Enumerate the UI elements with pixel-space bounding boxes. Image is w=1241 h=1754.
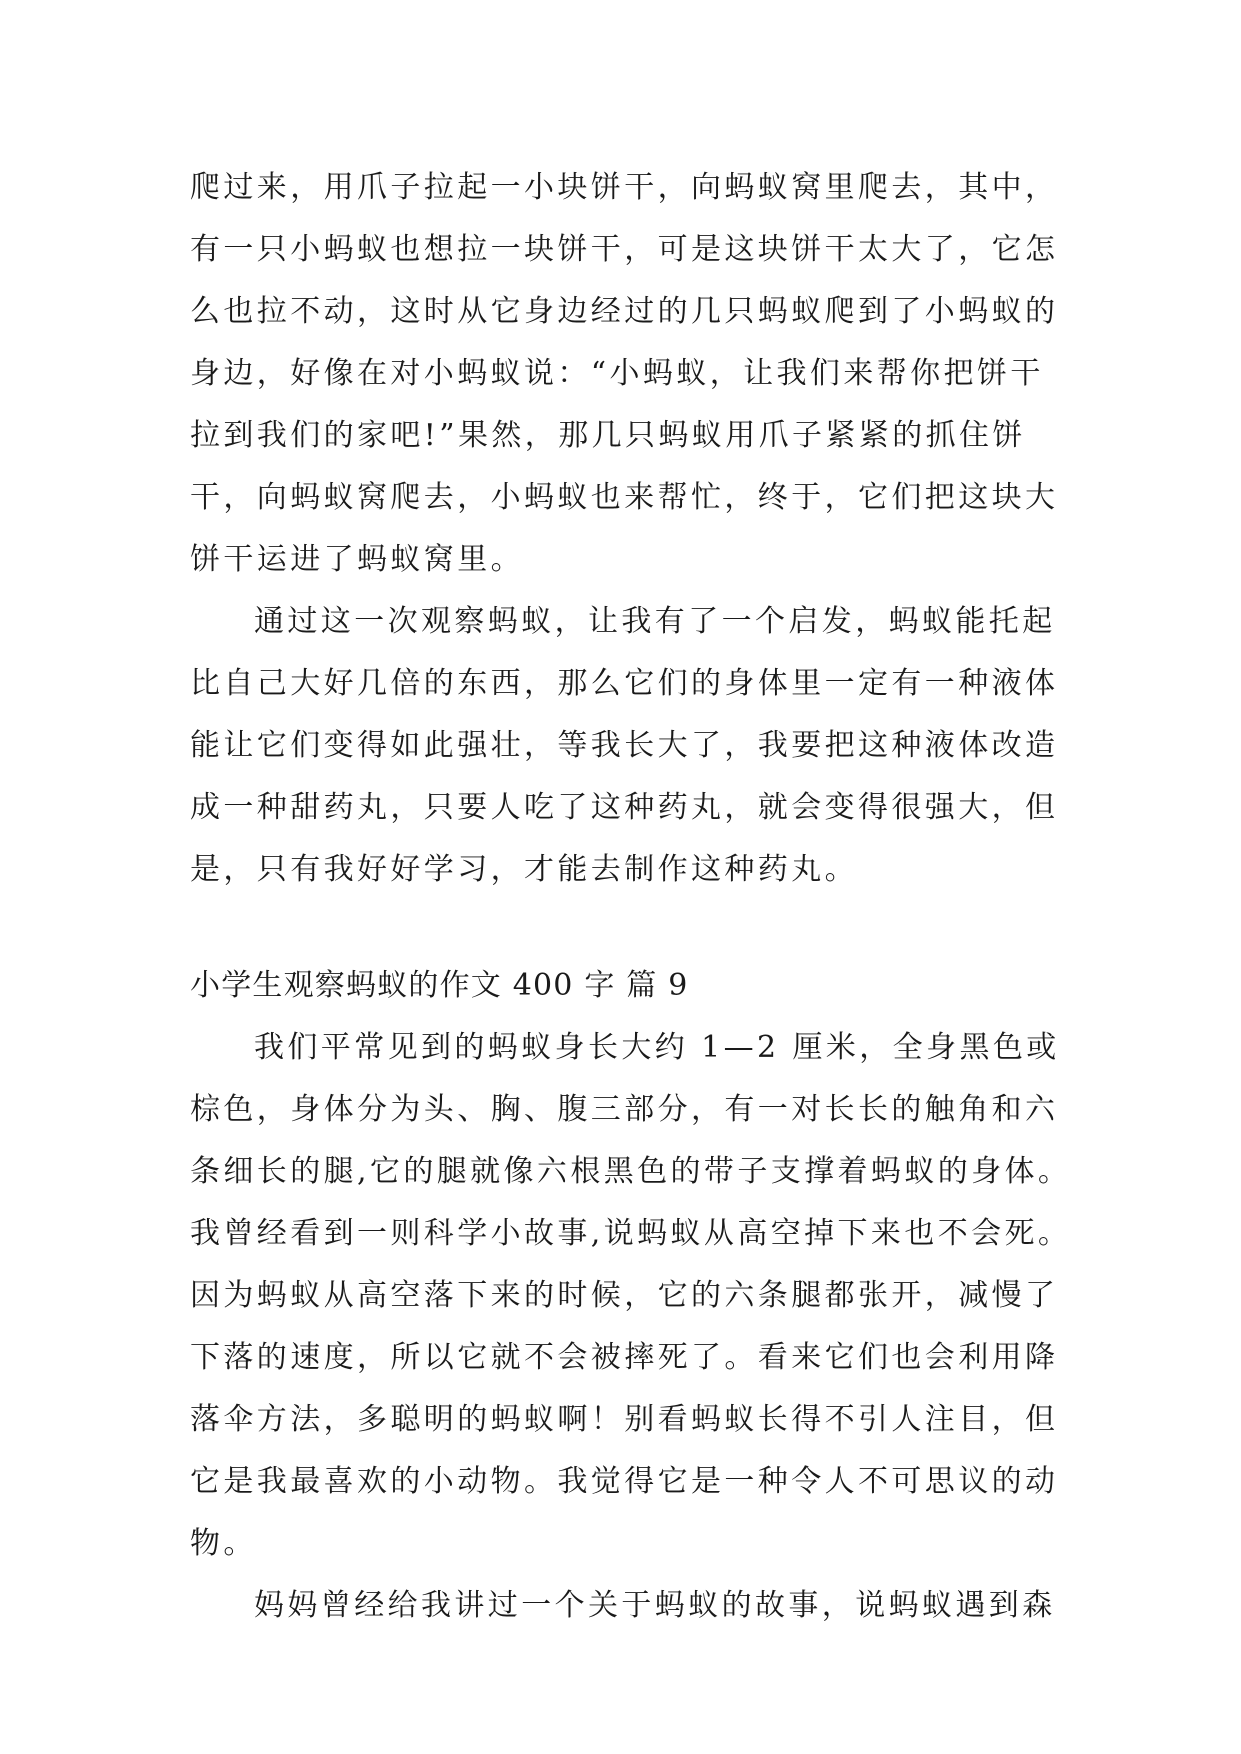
text-line: 是，只有我好好学习，才能去制作这种药丸。 [190,852,858,887]
text-line: 成一种甜药丸，只要人吃了这种药丸，就会变得很强大，但 [190,790,1059,825]
paragraph-1 [190,157,1060,591]
text-line: 比自己大好几倍的东西，那么它们的身体里一定有一种液体 [190,666,1059,701]
text-line: 下落的速度，所以它就不会被摔死了。看来它们也会利用降 [190,1340,1059,1375]
text-line: 我们平常见到的蚂蚁身长大约 1—2 厘米，全身黑色或 [254,1030,1060,1065]
text-line: 落伞方法，多聪明的蚂蚁啊！别看蚂蚁长得不引人注目，但 [190,1402,1059,1437]
text-line: 身边，好像在对小蚂蚁说：“小蚂蚁，让我们来帮你把饼干 [190,356,1044,391]
text-line: 饼干运进了蚂蚁窝里。 [190,542,524,577]
paragraph-3 [190,1017,1072,1575]
text-line: 拉到我们的家吧!”果然，那几只蚂蚁用爪子紧紧的抓住饼 [190,418,1026,453]
section-heading: 小学生观察蚂蚁的作文 400 字 篇 9 [190,968,689,1003]
text-line: 有一只小蚂蚁也想拉一块饼干，可是这块饼干太大了，它怎 [190,232,1059,267]
text-line: 条细长的腿,它的腿就像六根黑色的带子支撑着蚂蚁的身体。 [190,1154,1072,1189]
document-body [190,157,1072,1637]
paragraph-4 [190,1575,1060,1637]
text-line: 么也拉不动，这时从它身边经过的几只蚂蚁爬到了小蚂蚁的 [190,294,1059,329]
paragraph-2 [190,591,1060,901]
text-line: 我曾经看到一则科学小故事,说蚂蚁从高空掉下来也不会死。 [190,1216,1072,1251]
text-line: 干，向蚂蚁窝爬去，小蚂蚁也来帮忙，终于，它们把这块大 [190,480,1059,515]
text-line: 物。 [190,1526,257,1561]
text-line: 妈妈曾经给我讲过一个关于蚂蚁的故事，说蚂蚁遇到森 [254,1588,1056,1623]
text-line: 棕色，身体分为头、胸、腹三部分，有一对长长的触角和六 [190,1092,1059,1127]
text-line: 通过这一次观察蚂蚁，让我有了一个启发，蚂蚁能托起 [254,604,1056,639]
text-line: 因为蚂蚁从高空落下来的时候，它的六条腿都张开，减慢了 [190,1278,1059,1313]
text-line: 能让它们变得如此强壮，等我长大了，我要把这种液体改造 [190,728,1059,763]
text-line: 爬过来，用爪子拉起一小块饼干，向蚂蚁窝里爬去，其中， [190,170,1059,205]
text-line: 它是我最喜欢的小动物。我觉得它是一种令人不可思议的动 [190,1464,1059,1499]
